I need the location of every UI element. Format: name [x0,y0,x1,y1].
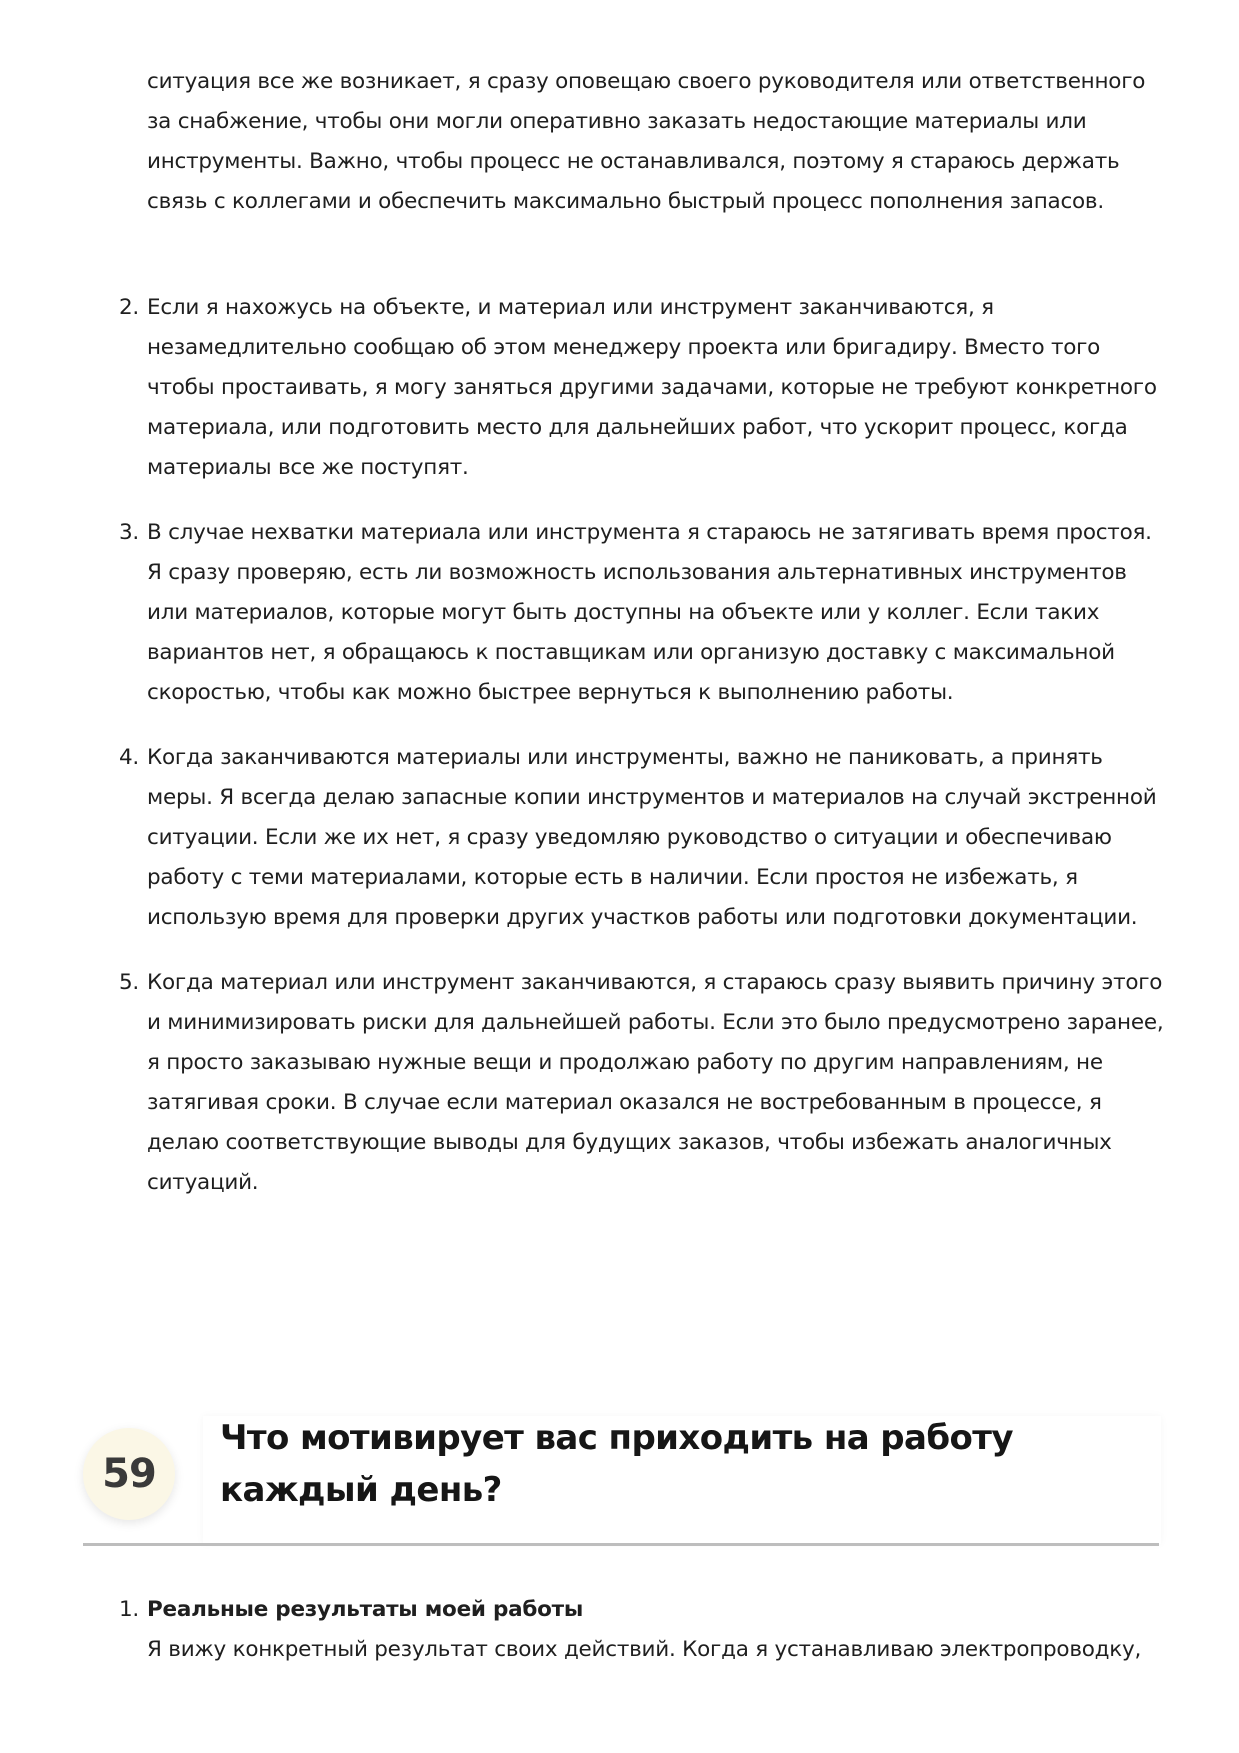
list-item-text: В случае нехватки материала или инструмента я стараюсь не затягивать время простоя. Я сразу проверяю, есть ли возможность использования альтернативных инструментов или материалов, которые могут быть доступны на объекте или у коллег. Если таких вариантов нет, я обращаюсь к поставщикам или организую доставку с максимальной скоростью, чтобы как можно быстрее вернуться к выполнению работы. [147,520,1152,705]
list-item [117,288,1167,488]
list-item-text: Когда заканчиваются материалы или инструменты, важно не паниковать, а принять меры. Я всегда делаю запасные копии инструментов и материалов на случай экстренной ситуации. Если же их нет, я сразу уведомляю руководство о ситуации и обеспечиваю работу с теми материалами, которые есть в наличии. Если простоя не избежать, я использую время для проверки других участков работы или подготовки документации. [147,745,1157,930]
motivation-list [117,1590,1167,1670]
list-item-text: Если я нахожусь на объекте, и материал или инструмент заканчиваются, я незамедлительно сообщаю об этом менеджеру проекта или бригадиру. Вместо того чтобы простаивать, я могу заняться другими задачами, которые не требуют конкретного материала, или подготовить место для дальнейших работ, что ускорит процесс, когда материалы все же поступят. [147,295,1157,480]
list-item [117,963,1167,1203]
list-item-text: Я вижу конкретный результат своих действий. Когда я устанавливаю электропроводку, [147,1637,1142,1662]
list-item-title: Реальные результаты моей работы [147,1597,584,1622]
list-item-number: 4. [119,745,140,770]
question-divider [83,1543,1159,1546]
list-item [117,1590,1167,1670]
question-header [83,1412,1163,1546]
answer-list [117,288,1167,1228]
question-title: Что мотивирует вас приходить на работу каждый день? [220,1418,1013,1510]
list-item-number: 2. [119,295,140,320]
list-item-number: 5. [119,970,140,995]
question-number-badge: 59 [83,1428,175,1520]
list-item [117,513,1167,713]
list-item-number: 1. [119,1597,140,1622]
list-item-number: 3. [119,520,140,545]
continuation-paragraph: ситуация все же возникает, я сразу оповещаю своего руководителя или ответственного за снабжение, чтобы они могли оперативно заказать недостающие материалы или инструменты. Важно, чтобы процесс не останавливался, поэтому я стараюсь держать связь с коллегами и обеспечить максимально быстрый процесс пополнения запасов. [147,69,1146,214]
list-item [117,738,1167,938]
list-item-text: Когда материал или инструмент заканчиваются, я стараюсь сразу выявить причину этого и минимизировать риски для дальнейшей работы. Если это было предусмотрено заранее, я просто заказываю нужные вещи и продолжаю работу по другим направлениям, не затягивая сроки. В случае если материал оказался не востребованным в процессе, я делаю соответствующие выводы для будущих заказов, чтобы избежать аналогичных ситуаций. [147,970,1164,1195]
